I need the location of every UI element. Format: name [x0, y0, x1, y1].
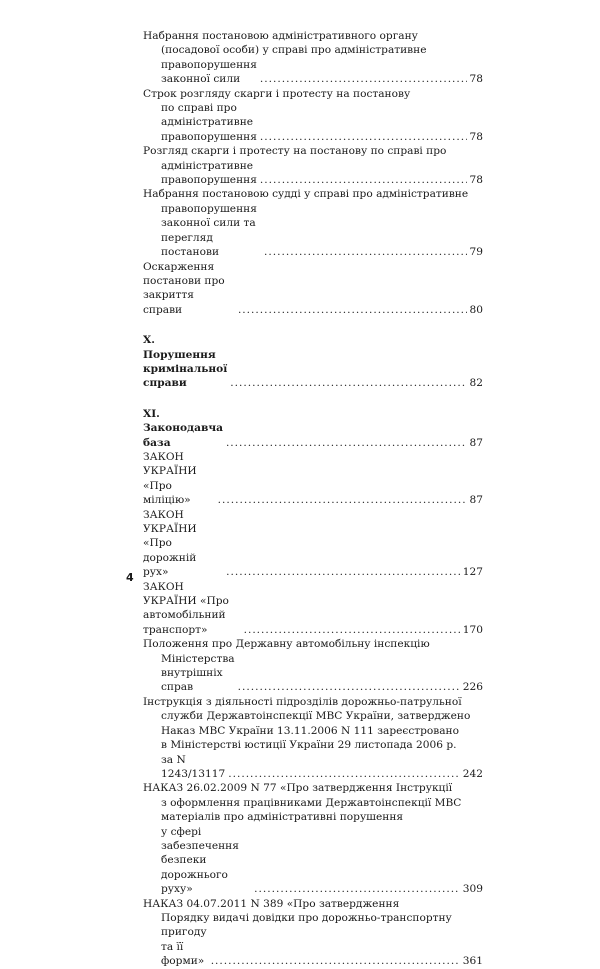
dot-leader [254, 882, 460, 896]
dot-leader [238, 303, 467, 317]
toc-entry-text: адміністративне правопорушення [161, 159, 257, 187]
toc-page-number: 78 [469, 130, 483, 143]
toc-page-number: 226 [462, 681, 483, 694]
toc-page-number: 80 [469, 303, 483, 316]
toc-entry-text: матеріалів про адміністративні порушення [161, 811, 404, 824]
dot-leader [230, 376, 466, 390]
toc-entry-text: Набрання постановою судді у справі про адміністративне [143, 188, 469, 201]
toc-entry-text: ЗАКОН УКРАЇНИ «Про дорожній рух» [143, 508, 197, 579]
toc-entry [143, 144, 483, 187]
toc-entry [143, 781, 483, 896]
toc-section-heading [143, 333, 483, 391]
toc-entry-text: по справі про адміністративне правопорушення [161, 102, 257, 143]
toc-entry [143, 260, 483, 318]
toc-entry [143, 580, 483, 638]
toc-page-number: 78 [469, 174, 483, 187]
toc-entry [143, 508, 483, 580]
toc-entry-text: Положення про Державну автомобільну інспекцію [143, 638, 430, 651]
dot-leader [211, 954, 460, 968]
dot-leader [226, 436, 467, 450]
toc-page-number: 87 [469, 436, 483, 449]
toc-entry-text: Міністерства внутрішніх справ [161, 652, 235, 694]
toc-entry-text: Набрання постановою адміністративного органу [143, 30, 418, 42]
toc-entry-text: Порядку видачі довідки про дорожньо-транспортну [161, 911, 452, 924]
toc-entry-text: служби Державтоінспекції МВС України, затверджено [161, 710, 471, 723]
toc-entry-text: (посадової особи) у справі про адміністративне [161, 44, 427, 57]
toc-entry-text: ЗАКОН УКРАЇНИ «Про міліцію» [143, 450, 197, 507]
toc-entry [143, 29, 483, 87]
dot-leader [218, 493, 467, 507]
dot-leader [228, 767, 460, 781]
dot-leader [226, 565, 460, 579]
dot-leader [238, 680, 460, 694]
toc-page-number: 78 [469, 73, 483, 86]
toc-entry-text: ЗАКОН УКРАЇНИ «Про автомобільний транспорт» [143, 580, 229, 636]
toc-entry-text: з оформлення працівниками Державтоінспекції МВС [161, 796, 462, 809]
toc-entry-text: правопорушення законної сили [161, 58, 257, 86]
toc-entry-text: X. Порушення кримінальної справи [143, 334, 228, 390]
toc-entry-text: правопорушення законної сили та перегляд постанови [161, 202, 257, 259]
dot-leader [260, 72, 467, 86]
toc-entry-text: пригоду та її форми» [161, 926, 207, 968]
toc-page-number: 309 [462, 883, 483, 896]
toc-entry-text: Оскарження постанови про закриття справи [143, 260, 225, 316]
toc-entry [143, 897, 483, 969]
toc-entry-text: Наказ МВС України 13.11.2006 N 111 зареєстровано [161, 724, 459, 737]
toc-entry [143, 450, 483, 508]
toc-entry-text: XI. Законодавча база [143, 407, 223, 449]
dot-leader [260, 173, 467, 187]
dot-leader [264, 245, 467, 259]
toc-page-number: 242 [462, 767, 483, 780]
toc-entry-text: в Міністерстві юстиції України 29 листопада 2006 р. [161, 739, 457, 752]
toc-section-heading [143, 407, 483, 450]
toc-entry-text: Строк розгляду скарги і протесту на постанову [143, 87, 411, 100]
toc-page-number: 82 [469, 377, 483, 390]
toc-page-number: 87 [469, 494, 483, 507]
toc-entry-text: Інструкція з діяльності підрозділів дорожньо-патрульної [143, 695, 462, 708]
toc-entry [143, 637, 483, 695]
toc-entry [143, 187, 483, 259]
dot-leader [244, 623, 460, 637]
dot-leader [260, 130, 467, 144]
toc-page-number: 79 [469, 246, 483, 259]
toc-entry-text: НАКАЗ 04.07.2011 N 389 «Про затвердження [143, 897, 400, 910]
toc-page-number: 170 [462, 623, 483, 636]
toc-entry [143, 87, 483, 145]
toc-entry-text: НАКАЗ 26.02.2009 N 77 «Про затвердження Інструкції [143, 782, 453, 795]
table-of-contents [143, 29, 483, 969]
toc-entry-text: у сфері забезпечення безпеки дорожнього руху» [161, 825, 239, 896]
page-number: 4 [126, 571, 134, 584]
toc-entry-text: Розгляд скарги і протесту на постанову по справі про [143, 145, 447, 158]
toc-page-number: 361 [462, 955, 483, 968]
toc-entry [143, 695, 483, 781]
toc-page-number: 127 [462, 566, 483, 579]
toc-entry-text: за N 1243/13117 [161, 753, 226, 780]
